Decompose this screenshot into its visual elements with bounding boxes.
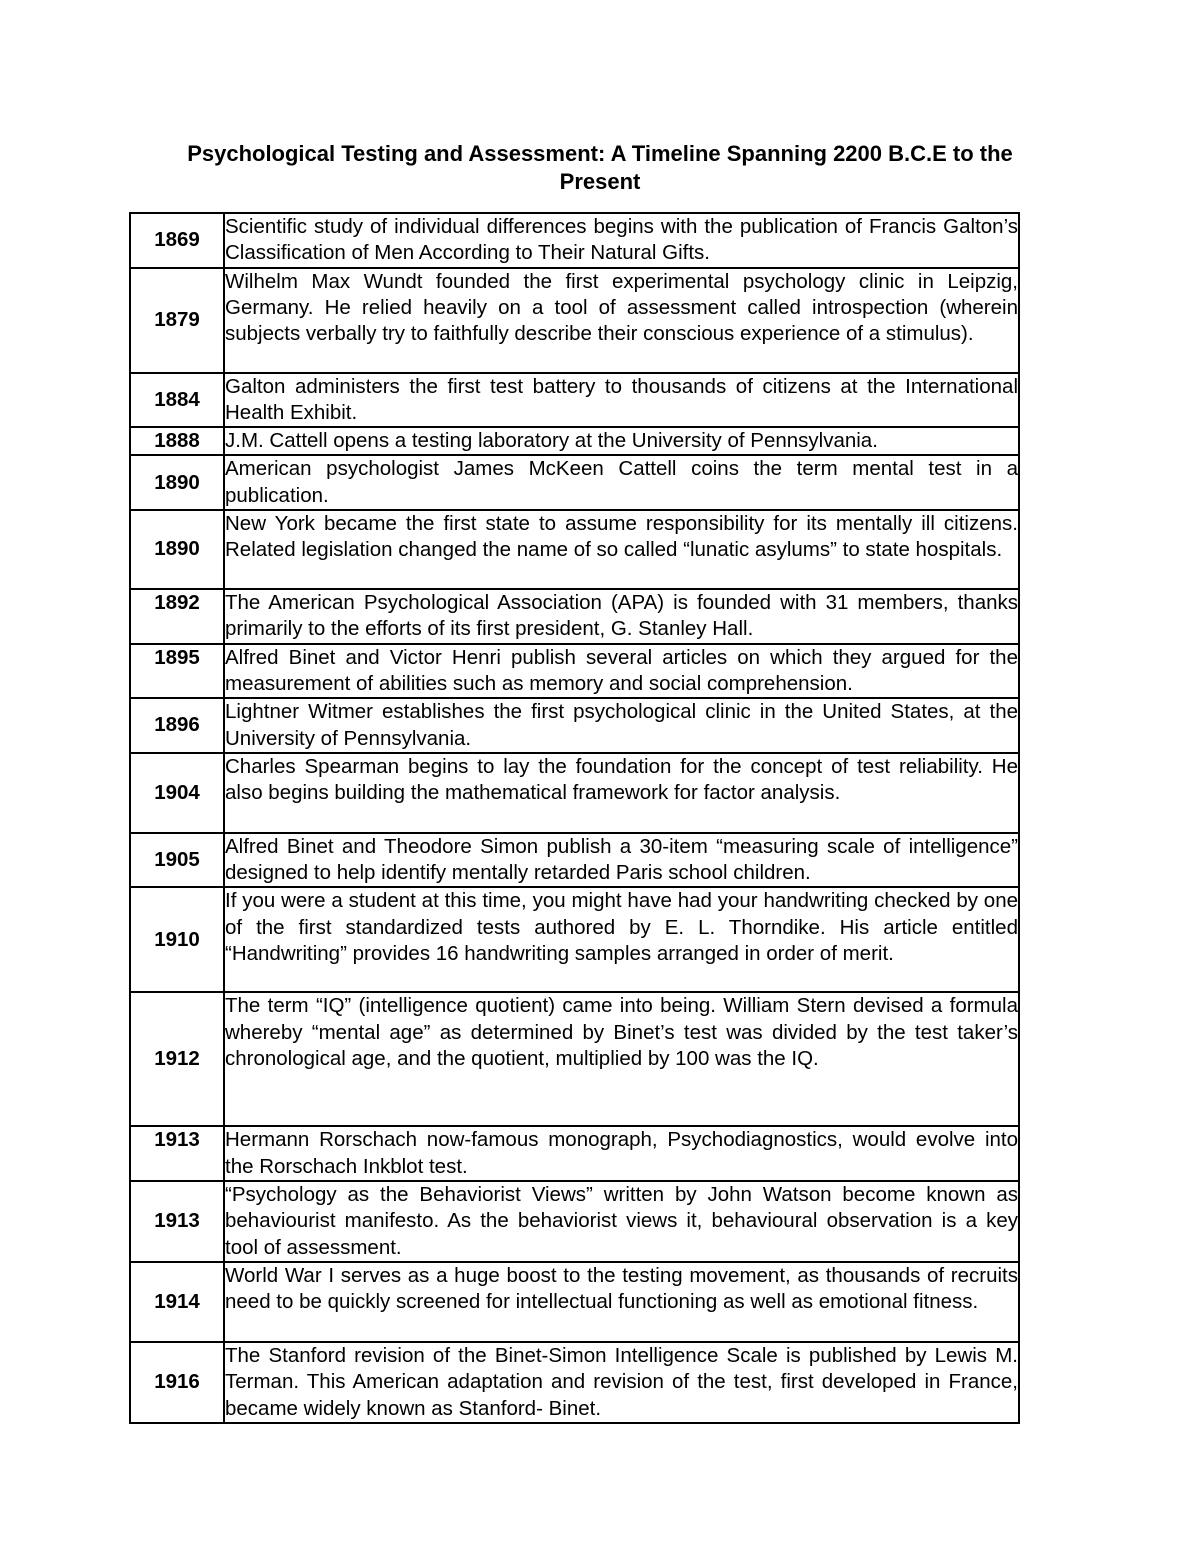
- table-row: [130, 1342, 1019, 1423]
- table-row: [130, 753, 1019, 833]
- table-row: [130, 1181, 1019, 1262]
- year-cell: 1895: [130, 644, 224, 699]
- table-row: [130, 833, 1019, 888]
- year-cell: 1892: [130, 589, 224, 644]
- page-title: [130, 140, 1070, 196]
- table-row: [130, 589, 1019, 644]
- event-description: Wilhelm Max Wundt founded the first experimental psychology clinic in Leipzig, Germany. He relied heavily on a tool of assessment called introspection (wherein subjects verbally try to faithfully describe their conscious experience of a stimulus).: [224, 268, 1019, 373]
- table-row: [130, 268, 1019, 373]
- year-cell: 1884: [130, 373, 224, 428]
- timeline-table: [129, 212, 1020, 1424]
- year-cell: 1912: [130, 992, 224, 1126]
- table-row: [130, 992, 1019, 1126]
- event-description: American psychologist James McKeen Cattell coins the term mental test in a publication.: [224, 455, 1019, 510]
- year-cell: 1916: [130, 1342, 224, 1423]
- year-cell: 1913: [130, 1126, 224, 1181]
- event-description: If you were a student at this time, you might have had your handwriting checked by one of the first standardized tests authored by E. L. Thorndike. His article entitled “Handwriting” provides 16 handwriting samples arranged in order of merit.: [224, 887, 1019, 992]
- event-description: The American Psychological Association (APA) is founded with 31 members, thanks primarily to the efforts of its first president, G. Stanley Hall.: [224, 589, 1019, 644]
- year-cell: 1905: [130, 833, 224, 888]
- event-description: Scientific study of individual differences begins with the publication of Francis Galton’s Classification of Men According to Their Natural Gifts.: [224, 213, 1019, 268]
- year-cell: 1913: [130, 1181, 224, 1262]
- event-description: The term “IQ” (intelligence quotient) came into being. William Stern devised a formula whereby “mental age” as determined by Binet’s test was divided by the test taker’s chronological age, and the quotient, multiplied by 100 was the IQ.: [224, 992, 1019, 1126]
- table-row: [130, 427, 1019, 455]
- year-cell: 1869: [130, 213, 224, 268]
- table-row: [130, 510, 1019, 589]
- year-cell: 1914: [130, 1262, 224, 1342]
- table-row: [130, 698, 1019, 753]
- year-cell: 1910: [130, 887, 224, 992]
- year-cell: 1879: [130, 268, 224, 373]
- table-row: [130, 1262, 1019, 1342]
- event-description: Hermann Rorschach now-famous monograph, Psychodiagnostics, would evolve into the Rorschach Inkblot test.: [224, 1126, 1019, 1181]
- table-row: [130, 887, 1019, 992]
- year-cell: 1896: [130, 698, 224, 753]
- title-line-2: Present: [559, 169, 641, 194]
- event-description: New York became the first state to assume responsibility for its mentally ill citizens. Related legislation changed the name of so called “lunatic asylums” to state hospitals.: [224, 510, 1019, 589]
- event-description: Alfred Binet and Victor Henri publish several articles on which they argued for the measurement of abilities such as memory and social comprehension.: [224, 644, 1019, 699]
- year-cell: 1888: [130, 427, 224, 455]
- event-description: J.M. Cattell opens a testing laboratory at the University of Pennsylvania.: [224, 427, 1019, 455]
- table-row: [130, 1126, 1019, 1181]
- event-description: Charles Spearman begins to lay the foundation for the concept of test reliability. He also begins building the mathematical framework for factor analysis.: [224, 753, 1019, 833]
- event-description: World War I serves as a huge boost to the testing movement, as thousands of recruits need to be quickly screened for intellectual functioning as well as emotional fitness.: [224, 1262, 1019, 1342]
- table-row: [130, 644, 1019, 699]
- year-cell: 1890: [130, 510, 224, 589]
- event-description: Alfred Binet and Theodore Simon publish a 30-item “measuring scale of intelligence” designed to help identify mentally retarded Paris school children.: [224, 833, 1019, 888]
- year-cell: 1890: [130, 455, 224, 510]
- event-description: Lightner Witmer establishes the first psychological clinic in the United States, at the University of Pennsylvania.: [224, 698, 1019, 753]
- table-row: [130, 373, 1019, 428]
- table-row: [130, 213, 1019, 268]
- event-description: The Stanford revision of the Binet-Simon Intelligence Scale is published by Lewis M. Terman. This American adaptation and revision of the test, first developed in France, became widely known as Stanford- Binet.: [224, 1342, 1019, 1423]
- event-description: “Psychology as the Behaviorist Views” written by John Watson become known as behaviourist manifesto. As the behaviorist views it, behavioural observation is a key tool of assessment.: [224, 1181, 1019, 1262]
- title-line-1: Psychological Testing and Assessment: A Timeline Spanning 2200 B.C.E to the: [187, 141, 1013, 166]
- table-row: [130, 455, 1019, 510]
- year-cell: 1904: [130, 753, 224, 833]
- event-description: Galton administers the first test battery to thousands of citizens at the International Health Exhibit.: [224, 373, 1019, 428]
